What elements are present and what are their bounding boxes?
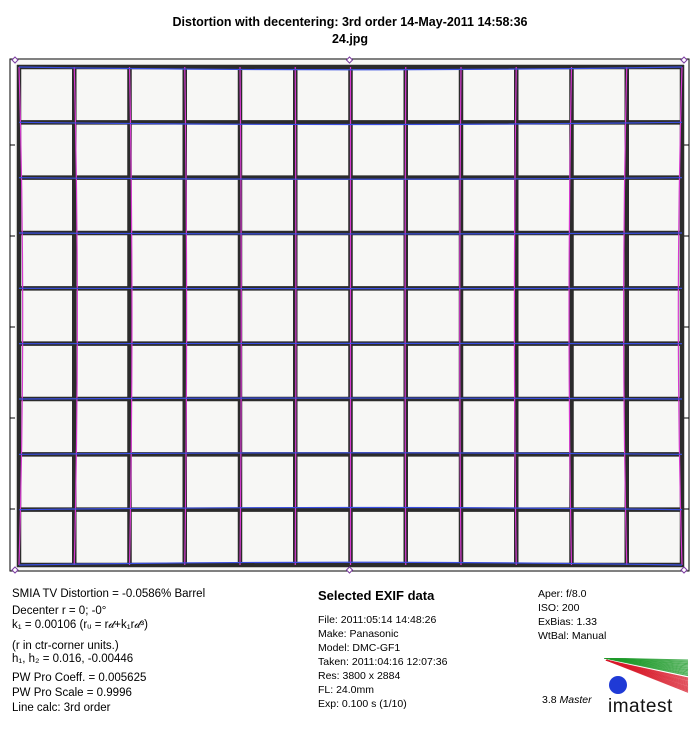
exif-exbias: ExBias: 1.33 <box>538 616 597 628</box>
chart-title: Distortion with decentering: 3rd order 14-May-2011 14:58:36 <box>172 15 528 29</box>
imatest-logo-text: imatest <box>608 696 673 717</box>
version-label: Master <box>559 694 592 706</box>
pw-pro-scale: PW Pro Scale = 0.9996 <box>12 687 132 699</box>
exif-heading: Selected EXIF data <box>318 588 435 603</box>
pw-pro-coeff: PW Pro Coeff. = 0.005625 <box>12 672 147 684</box>
exif-wtbal: WtBal: Manual <box>538 630 607 642</box>
exif-exp: Exp: 0.100 s (1/10) <box>318 698 407 710</box>
h1-h2-line: h₁, h₂ = 0.016, -0.00446 <box>12 653 134 665</box>
chart-subtitle: 24.jpg <box>331 32 369 46</box>
smia-distortion: SMIA TV Distortion = -0.0586% Barrel <box>12 588 206 600</box>
exif-file: File: 2011:05:14 14:48:26 <box>318 614 437 626</box>
version-number: 3.8 <box>542 694 557 706</box>
logo-sphere <box>609 676 627 694</box>
imatest-logo-graphic <box>604 658 690 698</box>
fit-curve-vertical <box>295 67 296 565</box>
ctr-corner-note: (r in ctr-corner units.) <box>12 640 119 652</box>
exif-fl: FL: 24.0mm <box>318 684 375 696</box>
fit-curve-vertical <box>405 67 406 565</box>
exif-model: Model: DMC-GF1 <box>318 642 401 654</box>
exif-make: Make: Panasonic <box>318 628 399 640</box>
decenter-line: Decenter r = 0; -0° <box>12 605 107 617</box>
version-text <box>542 694 592 706</box>
exif-taken: Taken: 2011:04:16 12:07:36 <box>318 656 448 668</box>
line-calc: Line calc: 3rd order <box>12 702 111 714</box>
exif-aper: Aper: f/8.0 <box>538 588 587 600</box>
exif-iso: ISO: 200 <box>538 602 580 614</box>
k1-line: k₁ = 0.00106 (rᵤ = r𝒹+k₁r𝒹³) <box>12 619 148 631</box>
exif-res: Res: 3800 x 2884 <box>318 670 401 682</box>
